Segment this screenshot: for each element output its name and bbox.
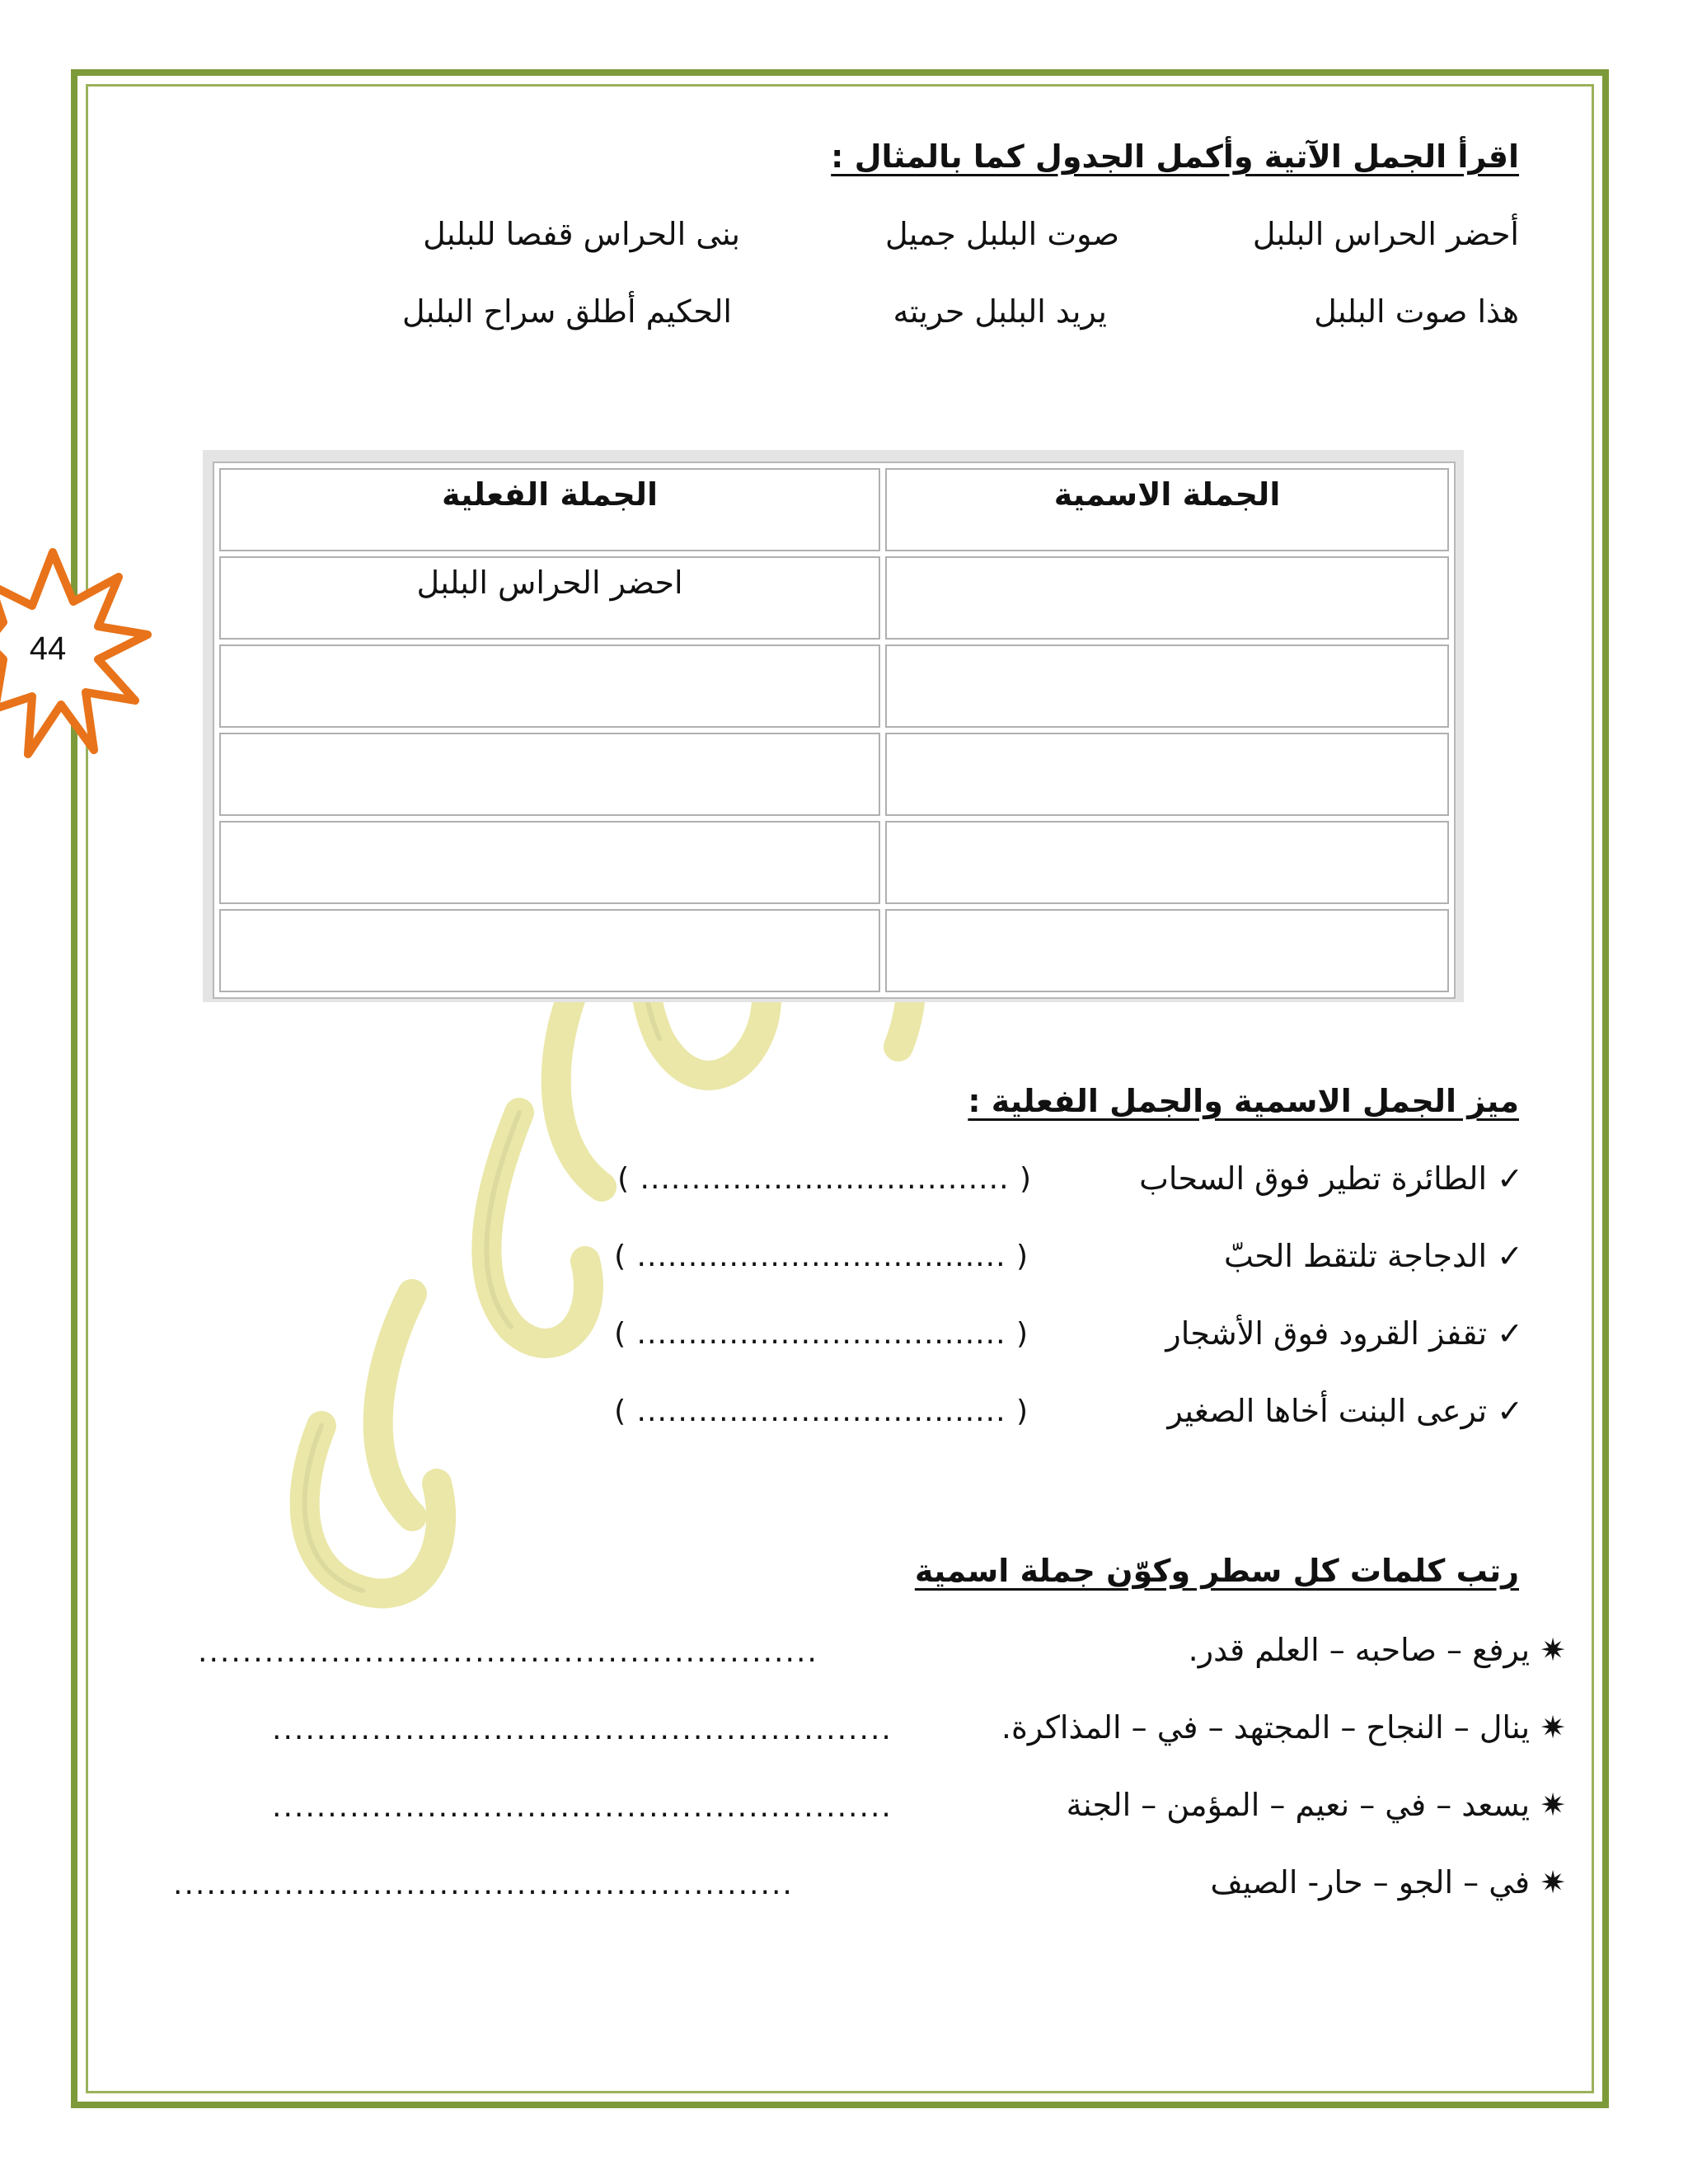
sentence-1-3: بنى الحراس قفصا للبلبل — [423, 216, 740, 252]
header-verbal: الجملة الفعلية — [219, 468, 880, 551]
star-icon: ✷ — [1540, 1864, 1566, 1900]
check-item-text: تقفز القرود فوق الأشجار — [1165, 1315, 1488, 1352]
page-number: 44 — [29, 630, 67, 667]
check-icon: ✓ — [1497, 1238, 1523, 1274]
check-item-text: الطائرة تطير فوق السحاب — [1139, 1160, 1488, 1197]
section1-heading: اقرأ الجمل الآتية وأكمل الجدول كما بالمثال : — [831, 138, 1519, 175]
check-item-3 — [1165, 1315, 1523, 1352]
cell-verbal-example: احضر الحراس البلبل — [219, 556, 880, 640]
cell-nominal[interactable] — [885, 644, 1449, 728]
arrange-item-text: يرفع – صاحبه – العلم قدر. — [1188, 1632, 1531, 1668]
arrange-item-3 — [1067, 1787, 1566, 1823]
arrange-item-text: في – الجو – حار- الصيف — [1210, 1864, 1531, 1900]
table-header-row — [219, 468, 1449, 551]
sentence-1-1: أحضر الحراس البلبل — [1252, 216, 1519, 252]
check-item-1 — [1139, 1160, 1523, 1197]
table-row — [219, 733, 1449, 816]
sentence-2-2: يريد البلبل حريته — [893, 293, 1107, 330]
answer-blank-3[interactable]: ( .................................... ) — [614, 1317, 1029, 1351]
arrange-item-1 — [1189, 1632, 1566, 1668]
section3-heading: رتب كلمات كل سطر وكوّن جملة اسمية — [914, 1553, 1519, 1589]
answer-line-2[interactable]: ........................................................ — [272, 1713, 893, 1746]
check-item-text: الدجاجة تلتقط الحبّ — [1223, 1238, 1488, 1274]
cell-nominal[interactable] — [885, 733, 1449, 816]
arrange-item-text: ينال – النجاح – المجتهد – في – المذاكرة. — [1001, 1709, 1531, 1746]
arrange-item-text: يسعد – في – نعيم – المؤمن – الجنة — [1066, 1787, 1531, 1823]
cell-verbal[interactable] — [219, 644, 880, 728]
header-nominal: الجملة الاسمية — [885, 468, 1449, 551]
check-icon: ✓ — [1497, 1315, 1523, 1352]
cell-nominal[interactable] — [885, 821, 1449, 904]
answer-blank-2[interactable]: ( .................................... ) — [614, 1240, 1029, 1273]
answer-blank-1[interactable]: ( .................................... ) — [617, 1162, 1032, 1196]
check-item-2 — [1224, 1238, 1523, 1274]
table-row — [219, 909, 1449, 992]
check-item-4 — [1167, 1393, 1523, 1429]
answer-line-3[interactable]: ........................................................ — [272, 1790, 893, 1824]
sentence-1-2: صوت البلبل جميل — [885, 216, 1119, 252]
check-icon: ✓ — [1497, 1160, 1523, 1197]
arrange-item-4 — [1211, 1864, 1567, 1900]
star-icon: ✷ — [1540, 1632, 1566, 1668]
answer-blank-4[interactable]: ( .................................... ) — [614, 1394, 1029, 1428]
sentence-2-1: هذا صوت البلبل — [1314, 293, 1519, 330]
classification-table — [213, 462, 1456, 999]
cell-verbal[interactable] — [219, 909, 880, 992]
star-icon: ✷ — [1540, 1787, 1566, 1823]
cell-verbal[interactable] — [219, 821, 880, 904]
answer-line-4[interactable]: ........................................................ — [173, 1868, 794, 1901]
arrange-item-2 — [1001, 1709, 1566, 1746]
sentence-2-3: الحكيم أطلق سراح البلبل — [401, 293, 732, 330]
cell-verbal[interactable] — [219, 733, 880, 816]
answer-line-1[interactable]: ........................................................ — [198, 1635, 818, 1669]
table-row — [219, 644, 1449, 728]
table-row — [219, 821, 1449, 904]
check-item-text: ترعى البنت أخاها الصغير — [1167, 1393, 1488, 1429]
section2-heading: ميز الجمل الاسمية والجمل الفعلية : — [968, 1083, 1519, 1119]
table-row — [219, 556, 1449, 640]
check-icon: ✓ — [1497, 1393, 1523, 1429]
star-icon: ✷ — [1540, 1709, 1566, 1746]
cell-nominal[interactable] — [885, 909, 1449, 992]
cell-nominal[interactable] — [885, 556, 1449, 640]
